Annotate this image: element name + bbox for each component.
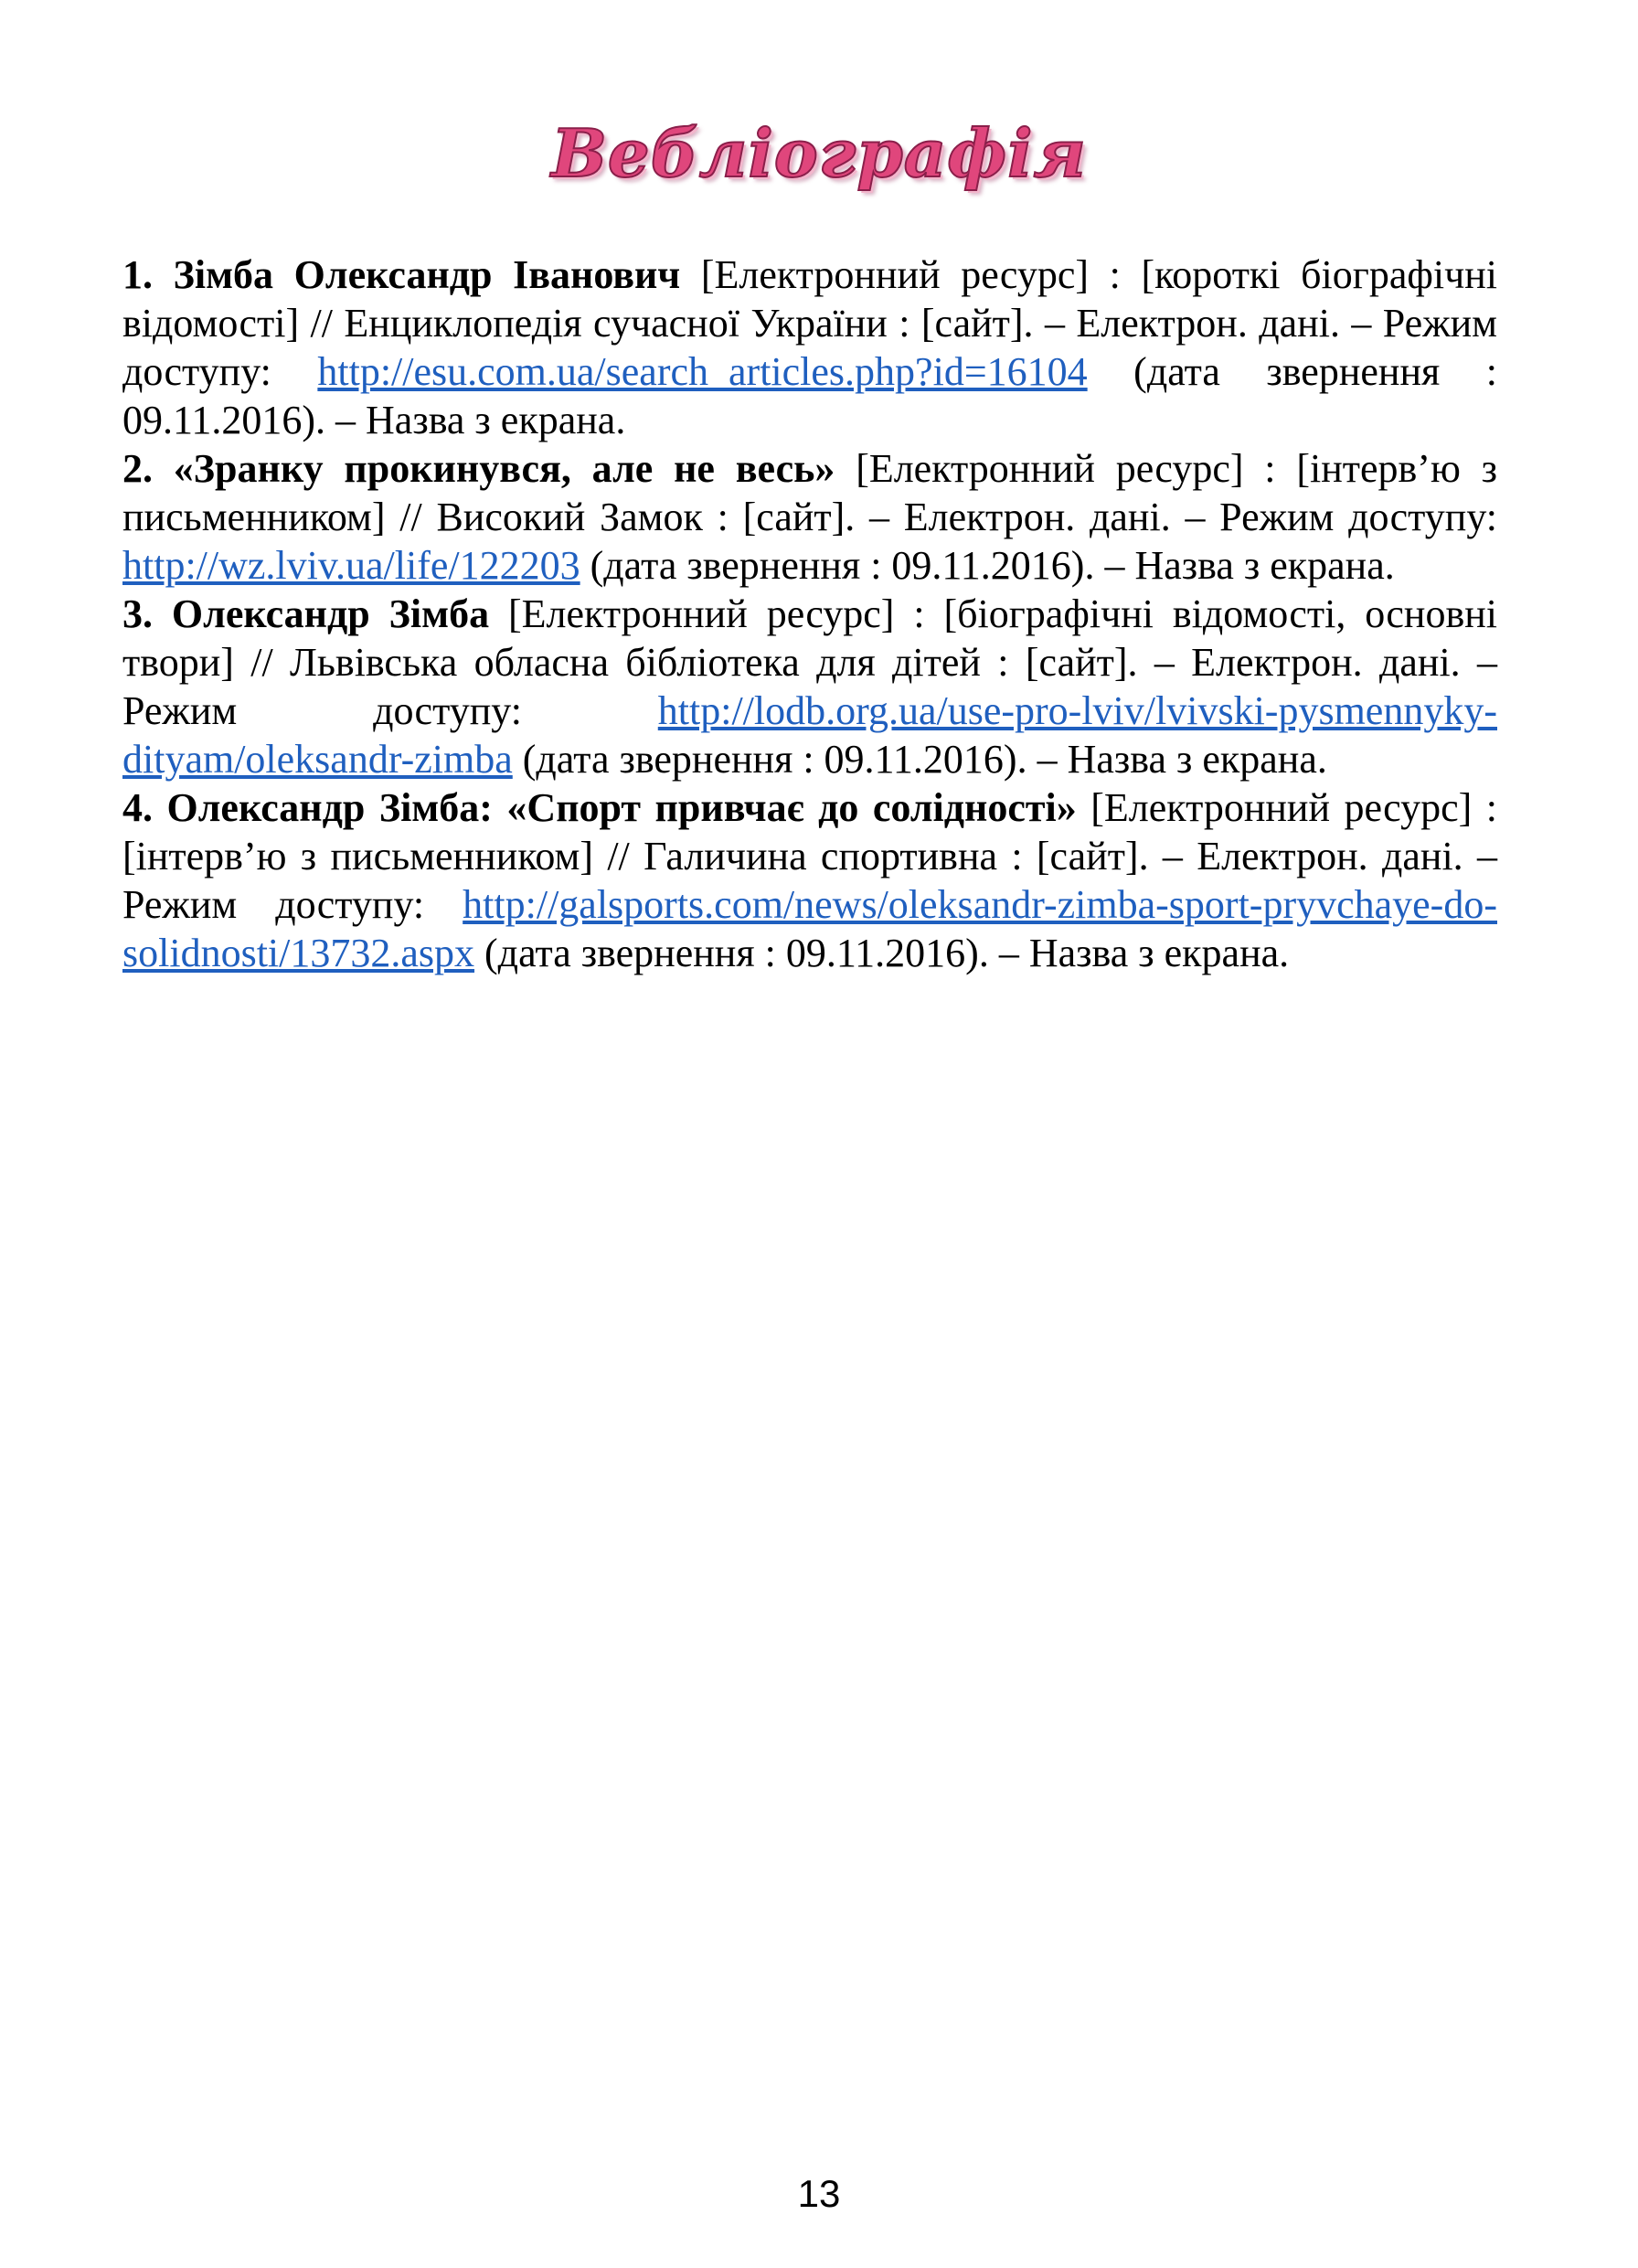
bibliography-list xyxy=(122,250,1497,977)
entry-description: [Електронний ресурс] : [інтерв’ю з письменником] // Високий Замок : [сайт]. – Електрон. дані. – Режим доступу: xyxy=(122,446,1497,539)
entry-link[interactable]: http://wz.lviv.ua/life/122203 xyxy=(122,543,580,588)
bibliography-entry-3 xyxy=(122,590,1497,783)
entry-link[interactable]: http://esu.com.ua/search_articles.php?id=16104 xyxy=(317,349,1088,394)
entry-description: [Електронний ресурс] : [короткі біографічні відомості] // Енциклопедія сучасної України : [сайт]. – Електрон. дані. – Режим доступу: xyxy=(122,252,1497,394)
page-title: Вебліографія xyxy=(551,114,1087,192)
bibliography-entry-4 xyxy=(122,783,1497,977)
entry-title: 1. Зімба Олександр Іванович xyxy=(122,252,681,297)
entry-link[interactable]: http://galsports.com/news/oleksandr-zimba-sport-pryvchaye-do-solidnosti/13732.aspx xyxy=(122,882,1497,975)
entry-link[interactable]: http://lodb.org.ua/use-pro-lviv/lvivski-pysmennyky-dityam/oleksandr-zimba xyxy=(122,688,1497,782)
page-number: 13 xyxy=(797,2172,841,2215)
entry-access-date: (дата звернення : 09.11.2016). – Назва з екрана. xyxy=(474,931,1290,975)
entry-title: 4. Олександр Зімба: «Спорт привчає до солідності» xyxy=(122,785,1077,830)
entry-access-date: (дата звернення : 09.11.2016). – Назва з екрана. xyxy=(580,543,1395,588)
entry-access-date: (дата звернення : 09.11.2016). – Назва з екрана. xyxy=(122,349,1497,442)
bibliography-entry-1 xyxy=(122,250,1497,444)
entry-title: 2. «Зранку прокинувся, але не весь» xyxy=(122,446,835,491)
entry-description: [Електронний ресурс] : [інтерв’ю з письменником] // Галичина спортивна : [сайт]. – Електрон. дані. – Режим доступу: xyxy=(122,785,1498,927)
bibliography-entry-2 xyxy=(122,444,1497,590)
entry-title: 3. Олександр Зімба xyxy=(122,591,490,636)
entry-description: [Електронний ресурс] : [біографічні відомості, основні твори] // Львівська обласна бібліотека для дітей : [сайт]. – Електрон. дані. – Режим доступу: xyxy=(122,591,1497,733)
entry-access-date: (дата звернення : 09.11.2016). – Назва з екрана. xyxy=(512,737,1327,782)
